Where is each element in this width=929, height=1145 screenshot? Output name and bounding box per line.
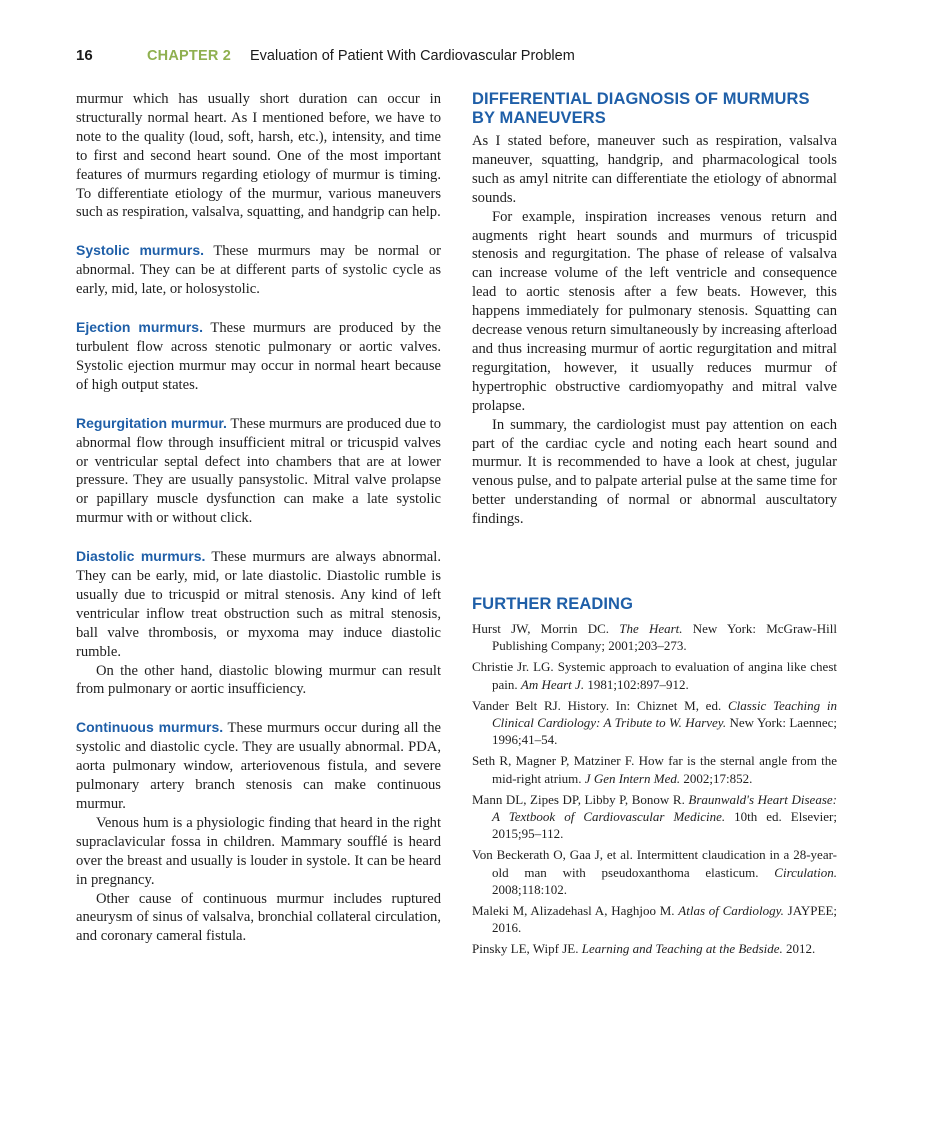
reference-text: Christie Jr. LG. Systemic approach to evaluation of angina like chest pain.: [472, 659, 837, 692]
diastolic-paragraph: [76, 547, 441, 661]
reference-text: Vander Belt RJ. History. In: Chiznet M, ed.: [472, 697, 728, 713]
reference-item: [472, 791, 837, 843]
diastolic-paragraph-2: On the other hand, diastolic blowing murmur can result from pulmonary or aortic insufficiency.: [76, 662, 441, 698]
reference-text: Seth R, Magner P, Matziner F. How far is the sternal angle from the mid-right atrium.: [472, 753, 837, 786]
ejection-paragraph: [76, 318, 441, 395]
differential-paragraph-2: For example, inspiration increases venous return and augments right heart sounds and murmurs of tricuspid stenosis and regurgitation. The phase of release of valsalva can increase volume of the left ventricle and consequence lead to aortic stenosis after a few beats. However, this happens immediately for pulmonary stenosis. Squatting can decrease venous return simultaneously by increasing afterload and thus increasing murmur of aortic regurgitation and mitral regurgitation, however, it usually reduces murmur of hypertrophic obstructive cardiomyopathy and mitral valve prolapse.: [472, 208, 837, 414]
ejection-text: These murmurs are produced by the turbulent flow across stenotic pulmonary or aortic valves. Systolic ejection murmur may occur in normal heart because of high output states.: [76, 320, 441, 393]
systolic-heading: Systolic murmurs.: [76, 242, 205, 259]
reference-tail: 2008;118:102.: [492, 881, 567, 897]
intro-paragraph: murmur which has usually short duration can occur in structurally normal heart. As I mentioned before, we have to note to the quality (loud, soft, harsh, etc.), intensity, and time to first and second heart sound. One of the most important features of murmurs regarding etiology of murmur is timing. To differentiate etiology of the murmur, various maneuvers such as respiration, valsalva, squatting, and handgrip can help.: [76, 91, 441, 221]
reference-text: Maleki M, Alizadehasl A, Haghjoo M.: [472, 903, 679, 919]
differential-diagnosis-heading: DIFFERENTIAL DIAGNOSIS OF MURMURS BY MANEUVERS: [472, 90, 810, 127]
diastolic-heading: Diastolic murmurs.: [76, 548, 206, 565]
reference-item: [472, 846, 837, 898]
regurgitation-text: These murmurs are produced due to abnormal flow through insufficient mitral or tricuspid valves or ventricular septal defect into chambers that are at lower pressure. They are usually pansystolic. Mitral valve prolapse or papillary muscle dysfunction can make a late systolic murmur with or without click.: [76, 415, 441, 527]
reference-item: [472, 620, 837, 654]
page-header: [76, 47, 856, 69]
reference-italic: Circulation.: [774, 864, 837, 880]
continuous-paragraph-2: Venous hum is a physiologic finding that heard in the right supraclavicular fossa in children. Mammary soufflé is heard over the breast and usually is louder in systole. It can be heard in pregnancy.: [76, 814, 441, 888]
reference-list: [472, 620, 837, 958]
regurgitation-paragraph: [76, 414, 441, 528]
reference-item: [472, 697, 837, 749]
differential-paragraph-3: In summary, the cardiologist must pay attention on each part of the cardiac cycle and noting each heart sound and murmur. It is recommended to have a look at chest, jugular venous pulse, and to palpate arterial pulse at the same time for better understanding of normal or abnormal auscultatory findings.: [472, 416, 837, 528]
page-number: 16: [76, 47, 93, 64]
reference-item: [472, 902, 837, 936]
reference-tail: New York: Laennec; 1996;41–54.: [492, 715, 837, 748]
ejection-heading: Ejection murmurs.: [76, 319, 203, 336]
continuous-paragraph-3: Other cause of continuous murmur includes ruptured aneurysm of sinus of valsalva, bronchial collateral circulation, and coronary cameral fistula.: [76, 890, 441, 945]
continuous-heading: Continuous murmurs.: [76, 719, 224, 736]
reference-tail: 2012.: [782, 941, 816, 957]
reference-text: Mann DL, Zipes DP, Libby P, Bonow R.: [472, 791, 689, 807]
reference-italic: J Gen Intern Med.: [584, 770, 681, 786]
further-reading-section: [472, 595, 837, 962]
reference-item: [472, 752, 837, 786]
reference-tail: JAYPEE; 2016.: [492, 903, 838, 936]
diastolic-text: These murmurs are always abnormal. They can be early, mid, or late diastolic. Diastolic rumble is usually due to tricuspid or mitral stenosis. Any kind of left ventricular inflow treat obstruction such as mitral stenosis, ball valve thrombosis, or myxoma may induce diastolic rumble.: [76, 549, 441, 660]
continuous-paragraph: [76, 718, 441, 814]
regurgitation-heading: Regurgitation murmur.: [76, 414, 227, 431]
reference-text: Von Beckerath O, Gaa J, et al. Intermittent claudication in a 28-year-old man with pseudoxanthoma elasticum.: [472, 847, 837, 880]
reference-item: [472, 940, 837, 957]
chapter-title: Evaluation of Patient With Cardiovascular Problem: [250, 48, 575, 64]
left-column: [76, 90, 441, 946]
reference-italic: Classic Teaching in Clinical Cardiology: A Tribute to W. Harvey.: [492, 697, 837, 731]
systolic-text: These murmurs may be normal or abnormal. They can be at different parts of systolic cycle as early, mid, late, or holosystolic.: [76, 243, 441, 298]
reference-italic: The Heart.: [619, 621, 683, 636]
chapter-label: CHAPTER 2: [147, 48, 231, 64]
reference-italic: Learning and Teaching at the Bedside.: [581, 941, 783, 957]
reference-tail: New York: McGraw-Hill Publishing Company; 2001;203–273.: [492, 621, 837, 654]
systolic-paragraph: [76, 241, 441, 299]
reference-tail: 10th ed. Elsevier; 2015;95–112.: [492, 809, 837, 842]
reference-tail: 1981;102:897–912.: [584, 676, 689, 692]
reference-tail: 2002;17:852.: [680, 770, 753, 786]
reference-italic: Braunwald's Heart Disease: A Textbook of Cardiovascular Medicine.: [492, 791, 837, 825]
reference-italic: Atlas of Cardiology.: [678, 903, 784, 919]
reference-text: Pinsky LE, Wipf JE.: [472, 941, 582, 957]
further-reading-heading: FURTHER READING: [472, 595, 633, 613]
reference-italic: Am Heart J.: [520, 676, 585, 692]
right-column: [472, 90, 837, 529]
reference-text: Hurst JW, Morrin DC.: [472, 621, 620, 636]
differential-paragraph-1: As I stated before, maneuver such as respiration, valsalva maneuver, squatting, handgrip, and pharmacological tools such as amyl nitrite can differentiate the etiology of abnormal sounds.: [472, 133, 837, 206]
continuous-text: These murmurs occur during all the systolic and diastolic cycle. They are usually abnormal. PDA, aorta pulmonary window, arteriovenous fistula, and severe pulmonary artery branch stenosis can make continuous murmur.: [76, 720, 441, 812]
reference-item: [472, 658, 837, 692]
